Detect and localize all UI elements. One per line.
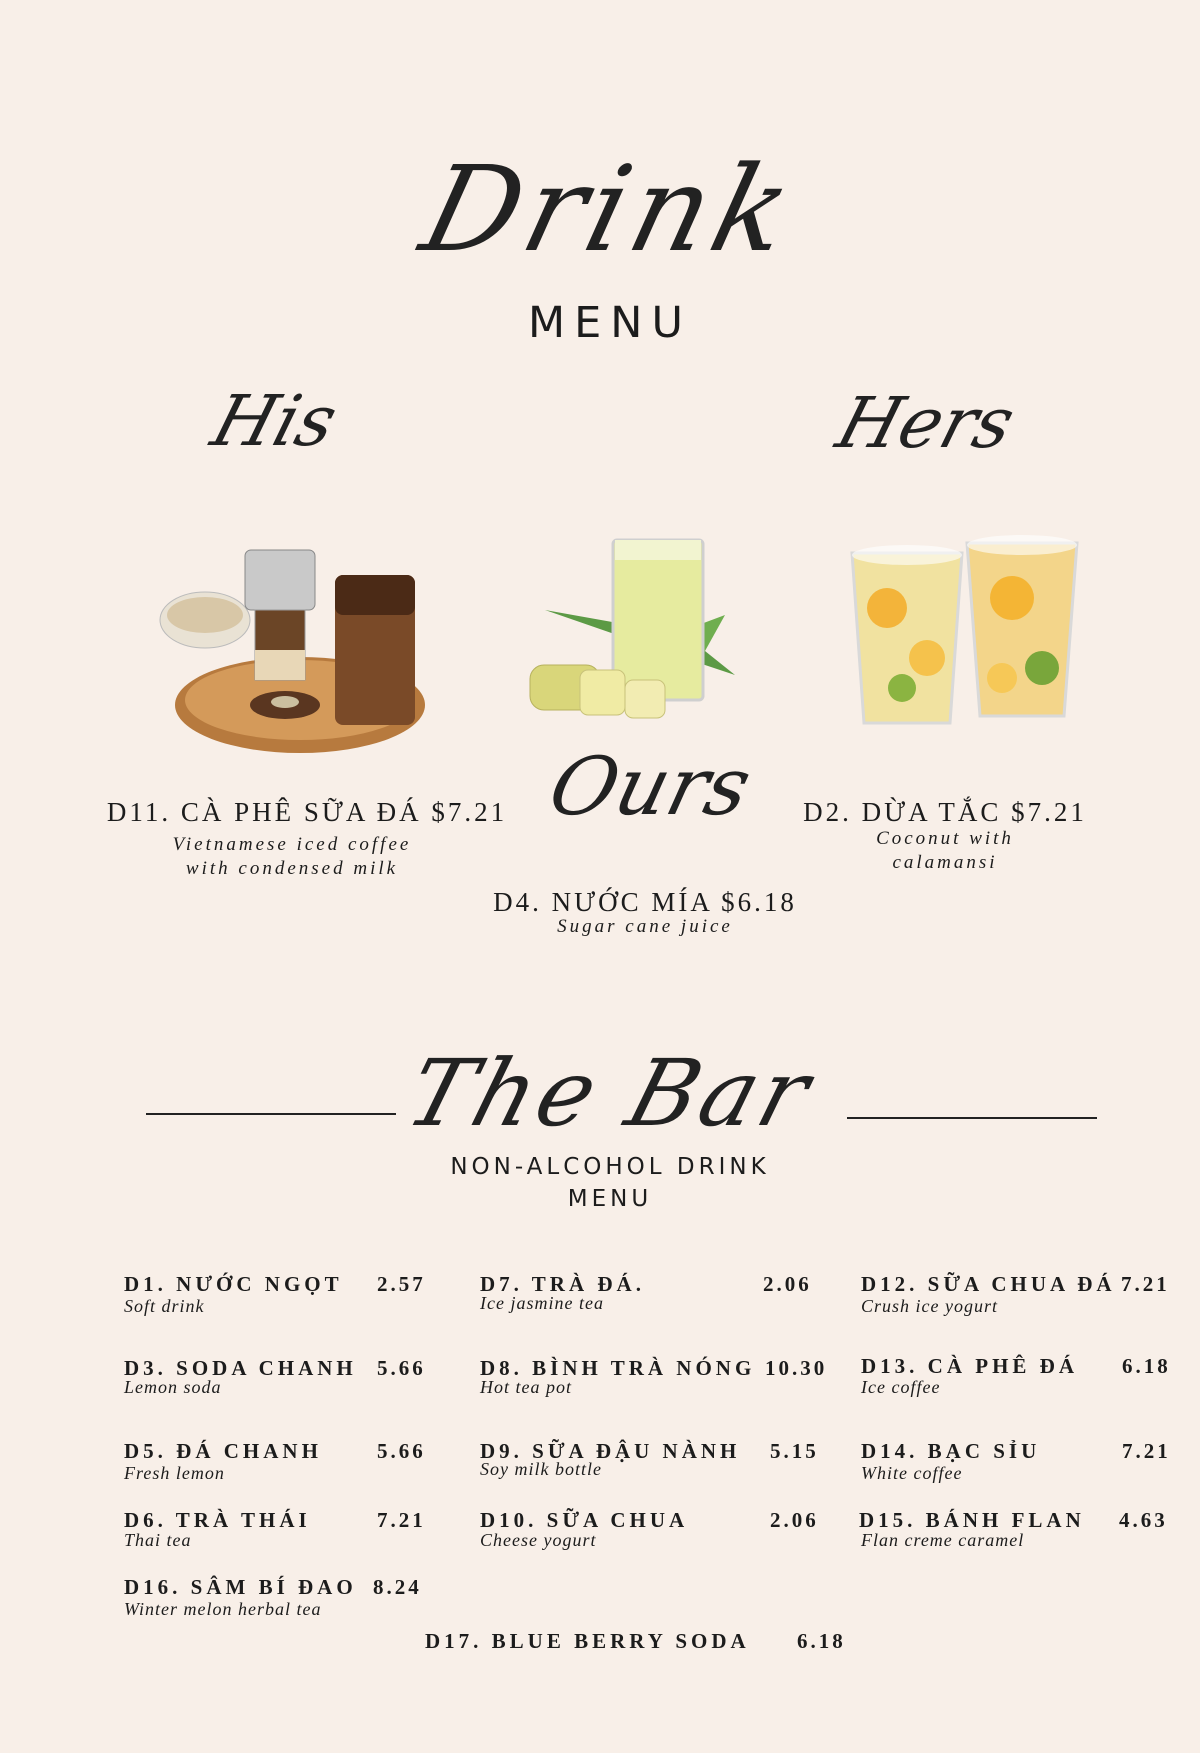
menu-item-desc: Ice jasmine tea (480, 1293, 604, 1313)
menu-item-price: 2.06 (770, 1508, 819, 1532)
iced-coffee-photo (150, 530, 450, 760)
menu-item-price: 6.18 (797, 1629, 846, 1653)
ours-item-desc: Sugar cane juice (557, 916, 733, 937)
menu-item-price: 8.24 (373, 1575, 422, 1599)
menu-item-name: D1. NƯỚC NGỌT (124, 1272, 343, 1296)
menu-item-price: 2.06 (763, 1272, 812, 1296)
menu-title: Drink (409, 140, 811, 278)
menu-subtitle: MENU (528, 298, 692, 348)
menu-item-desc: Ice coffee (861, 1377, 941, 1397)
hers-item-name: D2. DỪA TẮC $7.21 (803, 797, 1087, 827)
menu-item-desc: Winter melon herbal tea (124, 1599, 322, 1619)
menu-item-price: 7.21 (1122, 1439, 1171, 1463)
menu-item-price: 2.57 (377, 1272, 426, 1296)
menu-item-desc: Thai tea (124, 1530, 192, 1550)
sugar-cane-juice-photo (525, 525, 740, 725)
menu-item-price: 7.21 (377, 1508, 426, 1532)
bar-subtitle-line2: MENU (567, 1186, 653, 1212)
menu-item-price: 4.63 (1119, 1508, 1168, 1532)
menu-item-price: 5.15 (770, 1439, 819, 1463)
hers-item-desc-line2: calamansi (892, 852, 998, 873)
bar-subtitle-line1: NON-ALCOHOL DRINK (450, 1154, 770, 1180)
menu-item-desc: White coffee (861, 1463, 963, 1483)
ours-item-name: D4. NƯỚC MÍA $6.18 (493, 887, 797, 917)
menu-item-price: 5.66 (377, 1356, 426, 1380)
menu-item-price: 10.30 (765, 1356, 828, 1380)
menu-item-desc: Crush ice yogurt (861, 1296, 998, 1316)
menu-item-price: 7.21 (1121, 1272, 1170, 1296)
menu-item-name: D12. SỮA CHUA ĐÁ (861, 1272, 1116, 1296)
menu-item-name: D10. SỮA CHUA (480, 1508, 689, 1532)
his-item-desc-line1: Vietnamese iced coffee (172, 834, 412, 855)
his-label: His (203, 380, 347, 462)
menu-item-desc: Fresh lemon (124, 1463, 225, 1483)
ours-label: Ours (540, 740, 760, 833)
his-item-name: D11. CÀ PHÊ SỮA ĐÁ $7.21 (106, 797, 508, 827)
menu-item-name: D16. SÂM BÍ ĐAO (124, 1575, 357, 1599)
menu-item-name: D9. SỮA ĐẬU NÀNH (480, 1439, 741, 1463)
menu-item-price: 6.18 (1122, 1354, 1171, 1378)
menu-item-desc: Lemon soda (124, 1377, 222, 1397)
menu-item-name: D15. BÁNH FLAN (859, 1508, 1085, 1532)
menu-item-name: D3. SODA CHANH (124, 1356, 357, 1380)
menu-item-name: D6. TRÀ THÁI (124, 1508, 311, 1532)
menu-item-desc: Cheese yogurt (480, 1530, 597, 1550)
hers-label: Hers (828, 382, 1024, 464)
bar-title: The Bar (395, 1040, 825, 1147)
menu-item-desc: Flan creme caramel (861, 1530, 1025, 1550)
menu-item-name: D14. BẠC SỈU (861, 1439, 1041, 1463)
menu-item-desc: Soy milk bottle (480, 1459, 602, 1479)
menu-item-name: D7. TRÀ ĐÁ. (480, 1272, 645, 1296)
coconut-calamansi-photo (842, 518, 1087, 733)
menu-item-name: D17. BLUE BERRY SODA (425, 1629, 750, 1653)
menu-item-name: D8. BÌNH TRÀ NÓNG (480, 1356, 756, 1380)
menu-item-name: D5. ĐÁ CHANH (124, 1439, 322, 1463)
menu-item-price: 5.66 (377, 1439, 426, 1463)
his-item-desc-line2: with condensed milk (185, 858, 399, 879)
menu-item-desc: Hot tea pot (480, 1377, 572, 1397)
hers-item-desc-line1: Coconut with (876, 828, 1014, 849)
menu-item-desc: Soft drink (124, 1296, 205, 1316)
menu-item-name: D13. CÀ PHÊ ĐÁ (861, 1354, 1078, 1378)
